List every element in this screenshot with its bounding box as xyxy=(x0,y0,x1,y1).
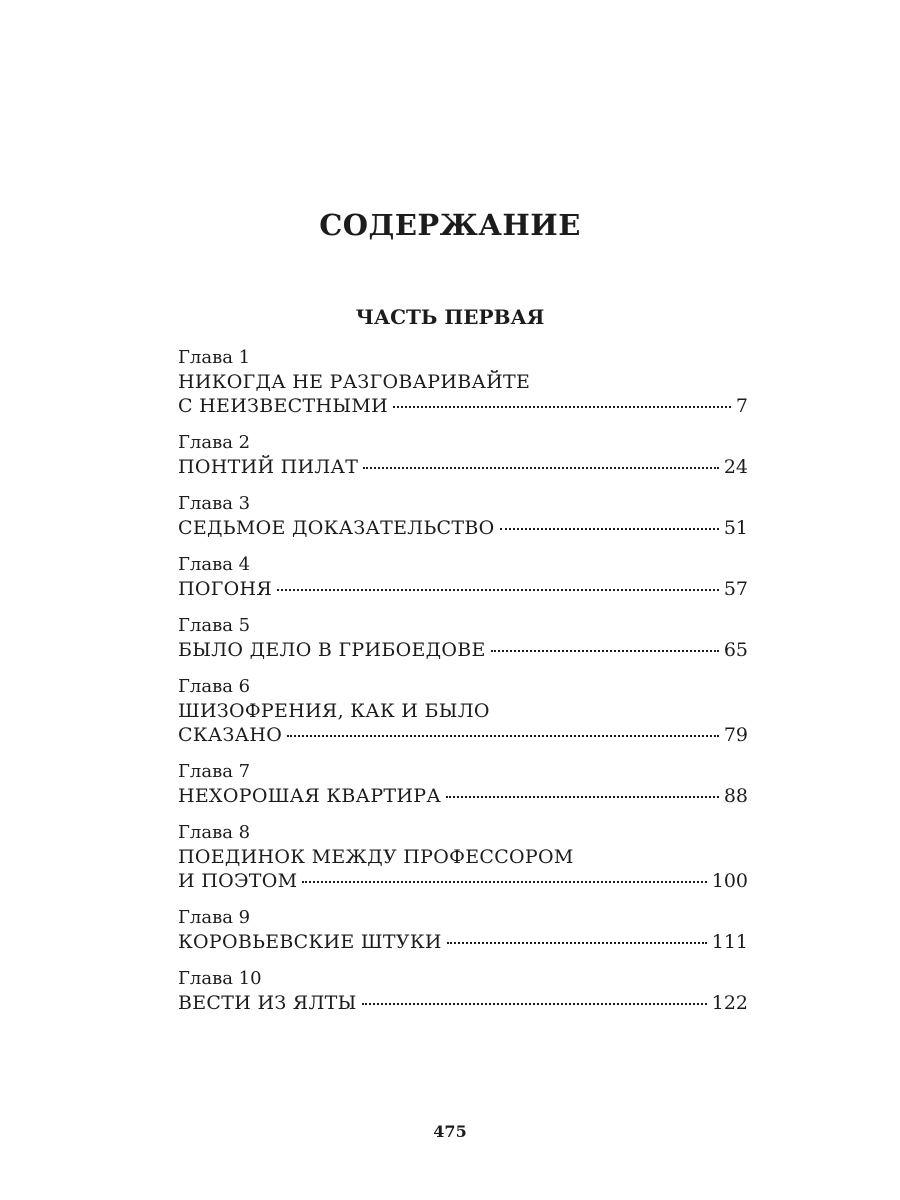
chapter-title-leader xyxy=(178,723,748,747)
chapter-label: Глава 10 xyxy=(178,968,262,989)
toc-entry-chapter-3[interactable] xyxy=(178,492,748,540)
dot-leader xyxy=(393,406,731,408)
dot-leader xyxy=(277,589,719,591)
page-number: 475 xyxy=(433,1122,467,1141)
dot-leader xyxy=(363,467,719,469)
chapter-title-last-line: СЕДЬМОЕ ДОКАЗАТЕЛЬСТВО xyxy=(178,517,495,539)
dot-leader xyxy=(446,796,719,798)
chapter-title-last-line: БЫЛО ДЕЛО В ГРИБОЕДОВЕ xyxy=(178,639,486,661)
chapter-label: Глава 6 xyxy=(178,676,251,697)
chapter-title-last-line: КОРОВЬЕВСКИЕ ШТУКИ xyxy=(178,931,442,953)
toc-entry-chapter-6[interactable] xyxy=(178,675,748,747)
toc-entry-chapter-1[interactable] xyxy=(178,346,748,418)
chapter-label: Глава 2 xyxy=(178,432,251,453)
chapter-page-number: 122 xyxy=(711,992,748,1014)
chapter-page-number: 57 xyxy=(723,578,748,600)
chapter-title-leader xyxy=(178,869,748,893)
toc-entry-chapter-8[interactable] xyxy=(178,821,748,893)
chapter-title-last-line: СКАЗАНО xyxy=(178,724,283,746)
chapter-label: Глава 4 xyxy=(178,554,251,575)
chapter-page-number: 111 xyxy=(711,931,748,953)
toc-entry-chapter-5[interactable] xyxy=(178,614,748,662)
chapter-title-line: ШИЗОФРЕНИЯ, КАК И БЫЛО xyxy=(178,700,490,722)
chapter-title-last-line: ВЕСТИ ИЗ ЯЛТЫ xyxy=(178,992,357,1014)
chapter-title-leader xyxy=(178,930,748,954)
dot-leader xyxy=(362,1003,707,1005)
dot-leader xyxy=(287,735,719,737)
dot-leader xyxy=(491,650,719,652)
chapter-page-number: 79 xyxy=(723,724,748,746)
chapter-page-number: 100 xyxy=(711,870,748,892)
chapter-title-line: НИКОГДА НЕ РАЗГОВАРИВАЙТЕ xyxy=(178,371,531,393)
chapter-title-leader xyxy=(178,638,748,662)
page-title: СОДЕРЖАНИЕ xyxy=(319,208,581,242)
toc-entry-chapter-2[interactable] xyxy=(178,431,748,479)
chapter-page-number: 88 xyxy=(723,785,748,807)
chapter-label: Глава 7 xyxy=(178,761,251,782)
chapter-title-last-line: С НЕИЗВЕСТНЫМИ xyxy=(178,395,388,417)
chapter-title-leader xyxy=(178,516,748,540)
dot-leader xyxy=(500,528,719,530)
table-of-contents xyxy=(178,346,748,1028)
chapter-title-last-line: ПОГОНЯ xyxy=(178,578,273,600)
chapter-label: Глава 1 xyxy=(178,347,251,368)
chapter-title-last-line: И ПОЭТОМ xyxy=(178,870,298,892)
chapter-title-leader xyxy=(178,991,748,1015)
toc-entry-chapter-4[interactable] xyxy=(178,553,748,601)
chapter-title-line: ПОЕДИНОК МЕЖДУ ПРОФЕССОРОМ xyxy=(178,846,574,868)
chapter-title-leader xyxy=(178,394,748,418)
chapter-title-leader xyxy=(178,784,748,808)
chapter-title-leader xyxy=(178,455,748,479)
chapter-page-number: 7 xyxy=(735,395,748,417)
chapter-label: Глава 3 xyxy=(178,493,251,514)
chapter-label: Глава 8 xyxy=(178,822,251,843)
toc-entry-chapter-9[interactable] xyxy=(178,906,748,954)
part-title: ЧАСТЬ ПЕРВАЯ xyxy=(355,305,545,329)
chapter-page-number: 65 xyxy=(723,639,748,661)
chapter-title-leader xyxy=(178,577,748,601)
chapter-title-last-line: ПОНТИЙ ПИЛАТ xyxy=(178,456,359,478)
dot-leader xyxy=(447,942,707,944)
chapter-title-last-line: НЕХОРОШАЯ КВАРТИРА xyxy=(178,785,442,807)
dot-leader xyxy=(302,881,706,883)
chapter-label: Глава 9 xyxy=(178,907,251,928)
toc-entry-chapter-7[interactable] xyxy=(178,760,748,808)
chapter-page-number: 51 xyxy=(723,517,748,539)
toc-entry-chapter-10[interactable] xyxy=(178,967,748,1015)
chapter-page-number: 24 xyxy=(723,456,748,478)
chapter-label: Глава 5 xyxy=(178,615,251,636)
